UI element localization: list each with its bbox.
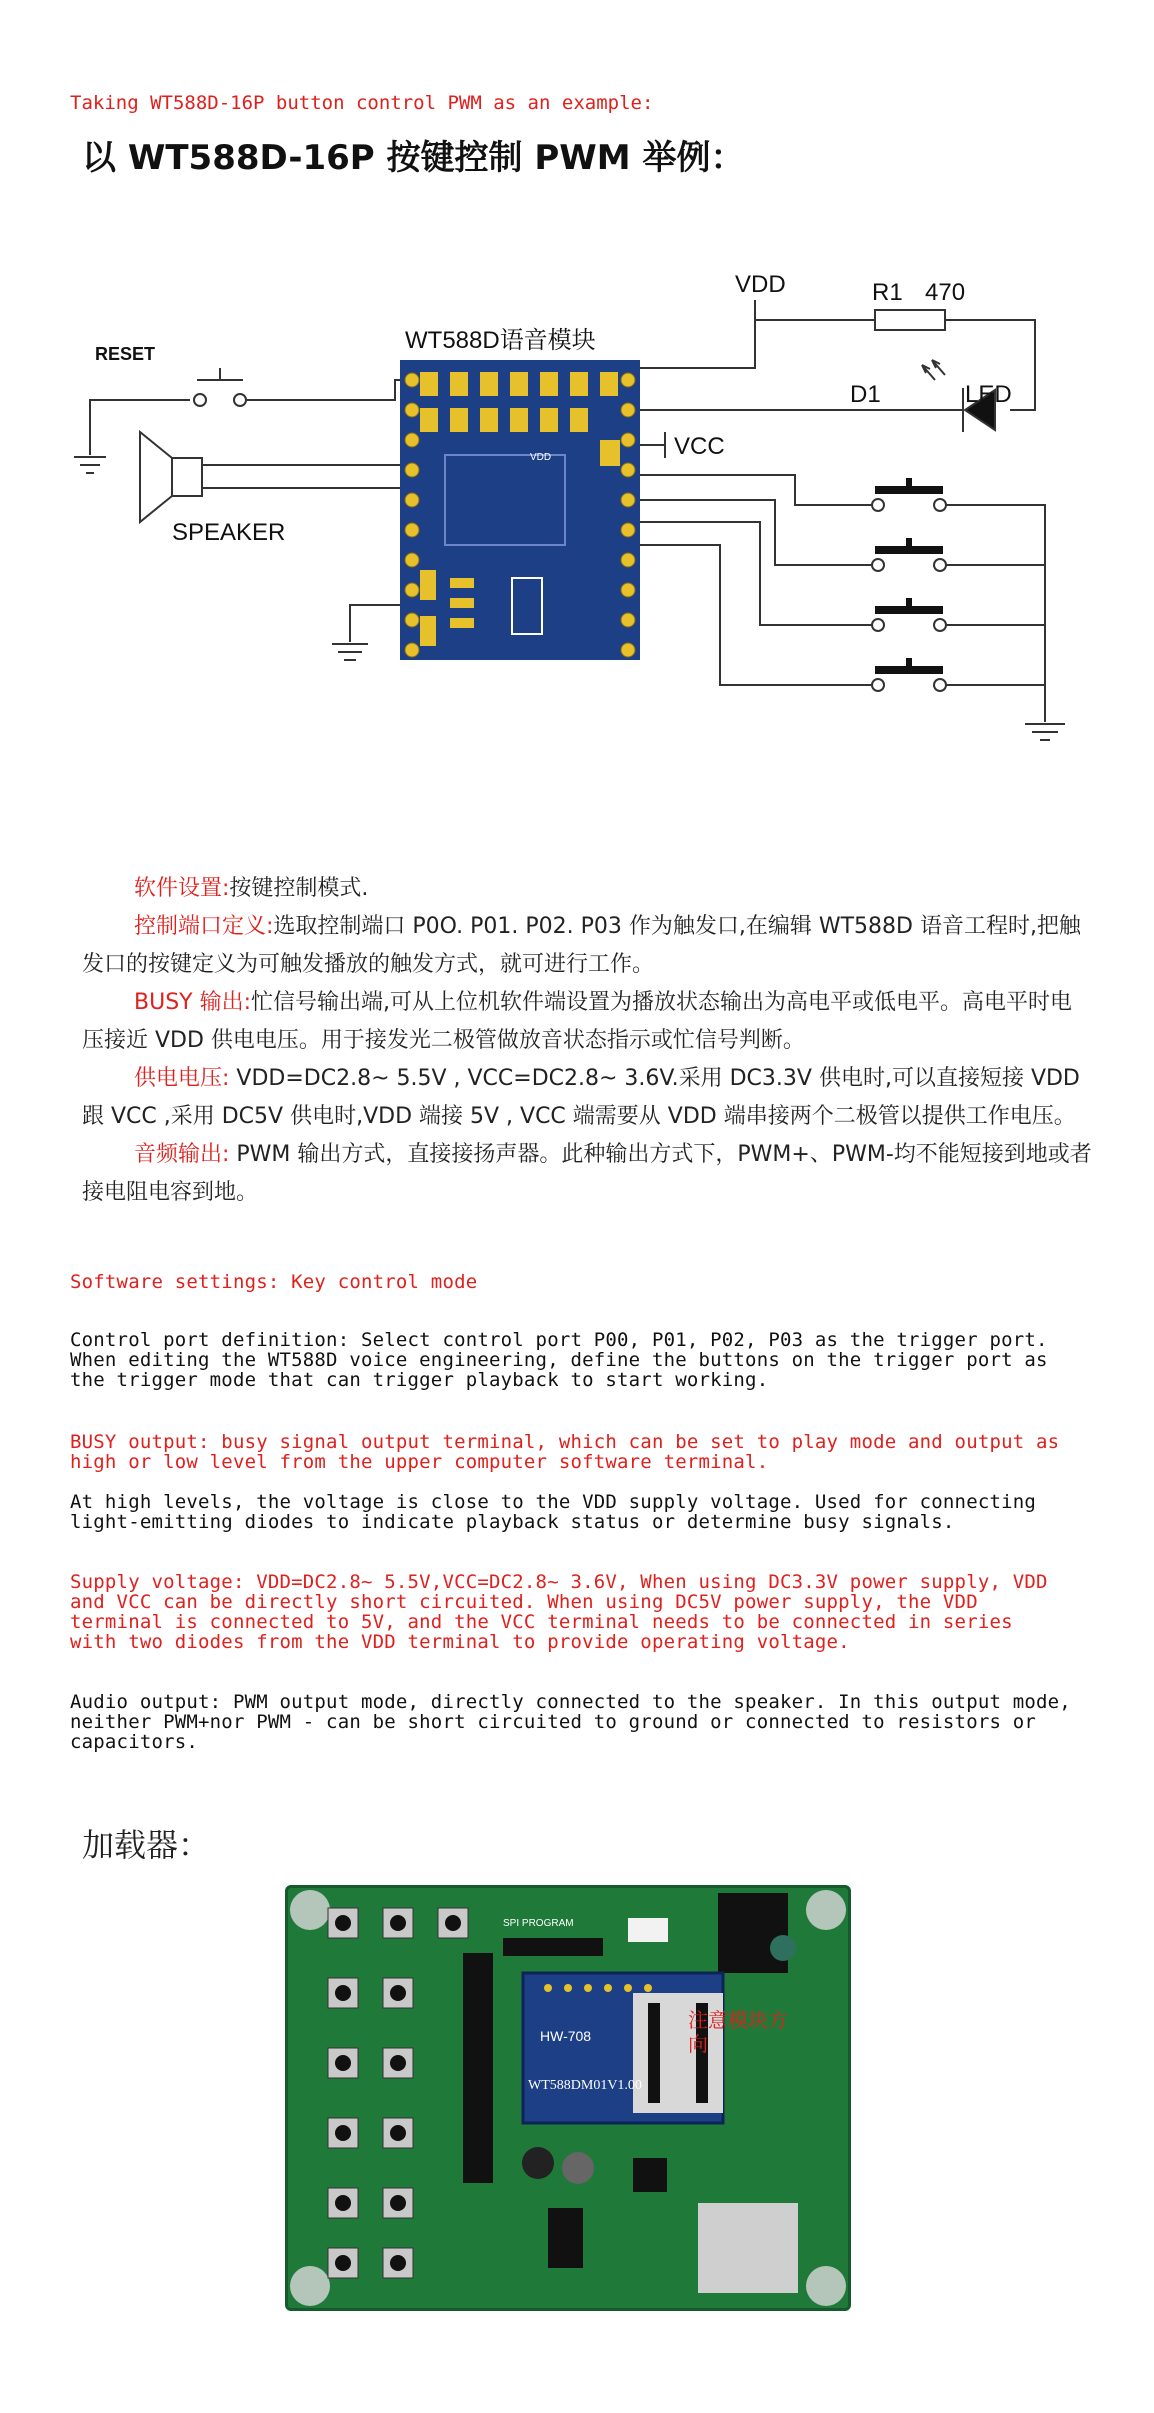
en-supply-voltage: Supply voltage: VDD=DC2.8~ 5.5V,VCC=DC2.8~ 3.6V, When using DC3.3V power supply, VDD and VCC can be directly short circuited. When using DC5V power supply, the VDD terminal is connected to 5V, and the VCC terminal needs to be connected in series with two diodes from the VDD terminal to provide operating voltage. bbox=[70, 1571, 1048, 1653]
label-r1-value: 470 bbox=[925, 279, 966, 306]
wt588d-module bbox=[400, 360, 640, 660]
label-vdd: VDD bbox=[735, 271, 786, 298]
page-title: 以 WT588D-16P 按键控制 PWM 举例： bbox=[82, 138, 745, 178]
cn-paragraph-software: 软件设置:按键控制模式. bbox=[134, 876, 369, 901]
orientation-note: 注意模块方向 bbox=[688, 2008, 788, 2056]
en-control-port: Control port definition: Select control port P00, P01, P02, P03 as the trigger port. When editing the WT588D voice engineering, define the buttons on the trigger port as the trigger mode that can trigger playback to start working. bbox=[70, 1329, 1048, 1391]
en-high-level: At high levels, the voltage is close to the VDD supply voltage. Used for connecting light-emitting diodes to indicate playback status or determine busy signals. bbox=[70, 1491, 1037, 1533]
board-module-id: HW-708 bbox=[540, 2028, 592, 2044]
label-speaker: SPEAKER bbox=[172, 519, 286, 546]
label-chip-vdd: VDD bbox=[530, 452, 552, 463]
label-reset: RESET bbox=[95, 344, 156, 364]
board-module-name: WT588DM01V1.00 bbox=[528, 2078, 642, 2093]
label-d1: D1 bbox=[850, 381, 881, 408]
en-audio-output: Audio output: PWM output mode, directly connected to the speaker. In this output mode, neither PWM+nor PWM - can be short circuited to ground or connected to resistors or capacitors. bbox=[70, 1691, 1071, 1753]
en-busy-output: BUSY output: busy signal output terminal, which can be set to play mode and output as high or low level from the upper computer software terminal. bbox=[70, 1431, 1060, 1473]
label-module-title: WT588D语音模块 bbox=[405, 327, 596, 354]
cn-description bbox=[82, 870, 1092, 1212]
cn-paragraph-supply: 供电电压: VDD=DC2.8~ 5.5V , VCC=DC2.8~ 3.6V.采用 DC3.3V 供电时,可以直接短接 VDD 跟 VCC ,采用 DC5V 供电时,VDD 端接 5V , VCC 端需要从 VDD 端串接两个二极管以提供工作电压。 bbox=[82, 1066, 1080, 1129]
cn-paragraph-audio: 音频输出: PWM 输出方式，直接接扬声器。此种输出方式下，PWM+、PWM-均不能短接到地或者接电阻电容到地。 bbox=[82, 1142, 1092, 1205]
board-artwork bbox=[288, 1888, 848, 2308]
cn-paragraph-busy: BUSY 输出:忙信号输出端,可从上位机软件端设置为播放状态输出为高电平或低电平。高电平时电压接近 VDD 供电电压。用于接发光二极管做放音状态指示或忙信号判断。 bbox=[82, 990, 1073, 1053]
loader-board bbox=[285, 1885, 851, 2311]
label-led: LED bbox=[965, 381, 1012, 408]
wiring-schematic bbox=[60, 260, 1080, 780]
board-spi-label: SPI PROGRAM bbox=[503, 1918, 574, 1929]
cn-paragraph-control: 控制端口定义:选取控制端口 P0O. P01. P02. P03 作为触发口,在编辑 WT588D 语音工程时,把触发口的按键定义为可触发播放的触发方式，就可进行工作。 bbox=[82, 914, 1081, 977]
label-r1: R1 bbox=[872, 279, 903, 306]
label-vcc: VCC bbox=[674, 433, 725, 460]
loader-heading: 加载器： bbox=[82, 1826, 211, 1864]
en-software-settings: Software settings: Key control mode bbox=[70, 1271, 478, 1293]
speaker-symbol bbox=[172, 458, 202, 496]
intro-english: Taking WT588D-16P button control PWM as an example: bbox=[70, 92, 654, 114]
